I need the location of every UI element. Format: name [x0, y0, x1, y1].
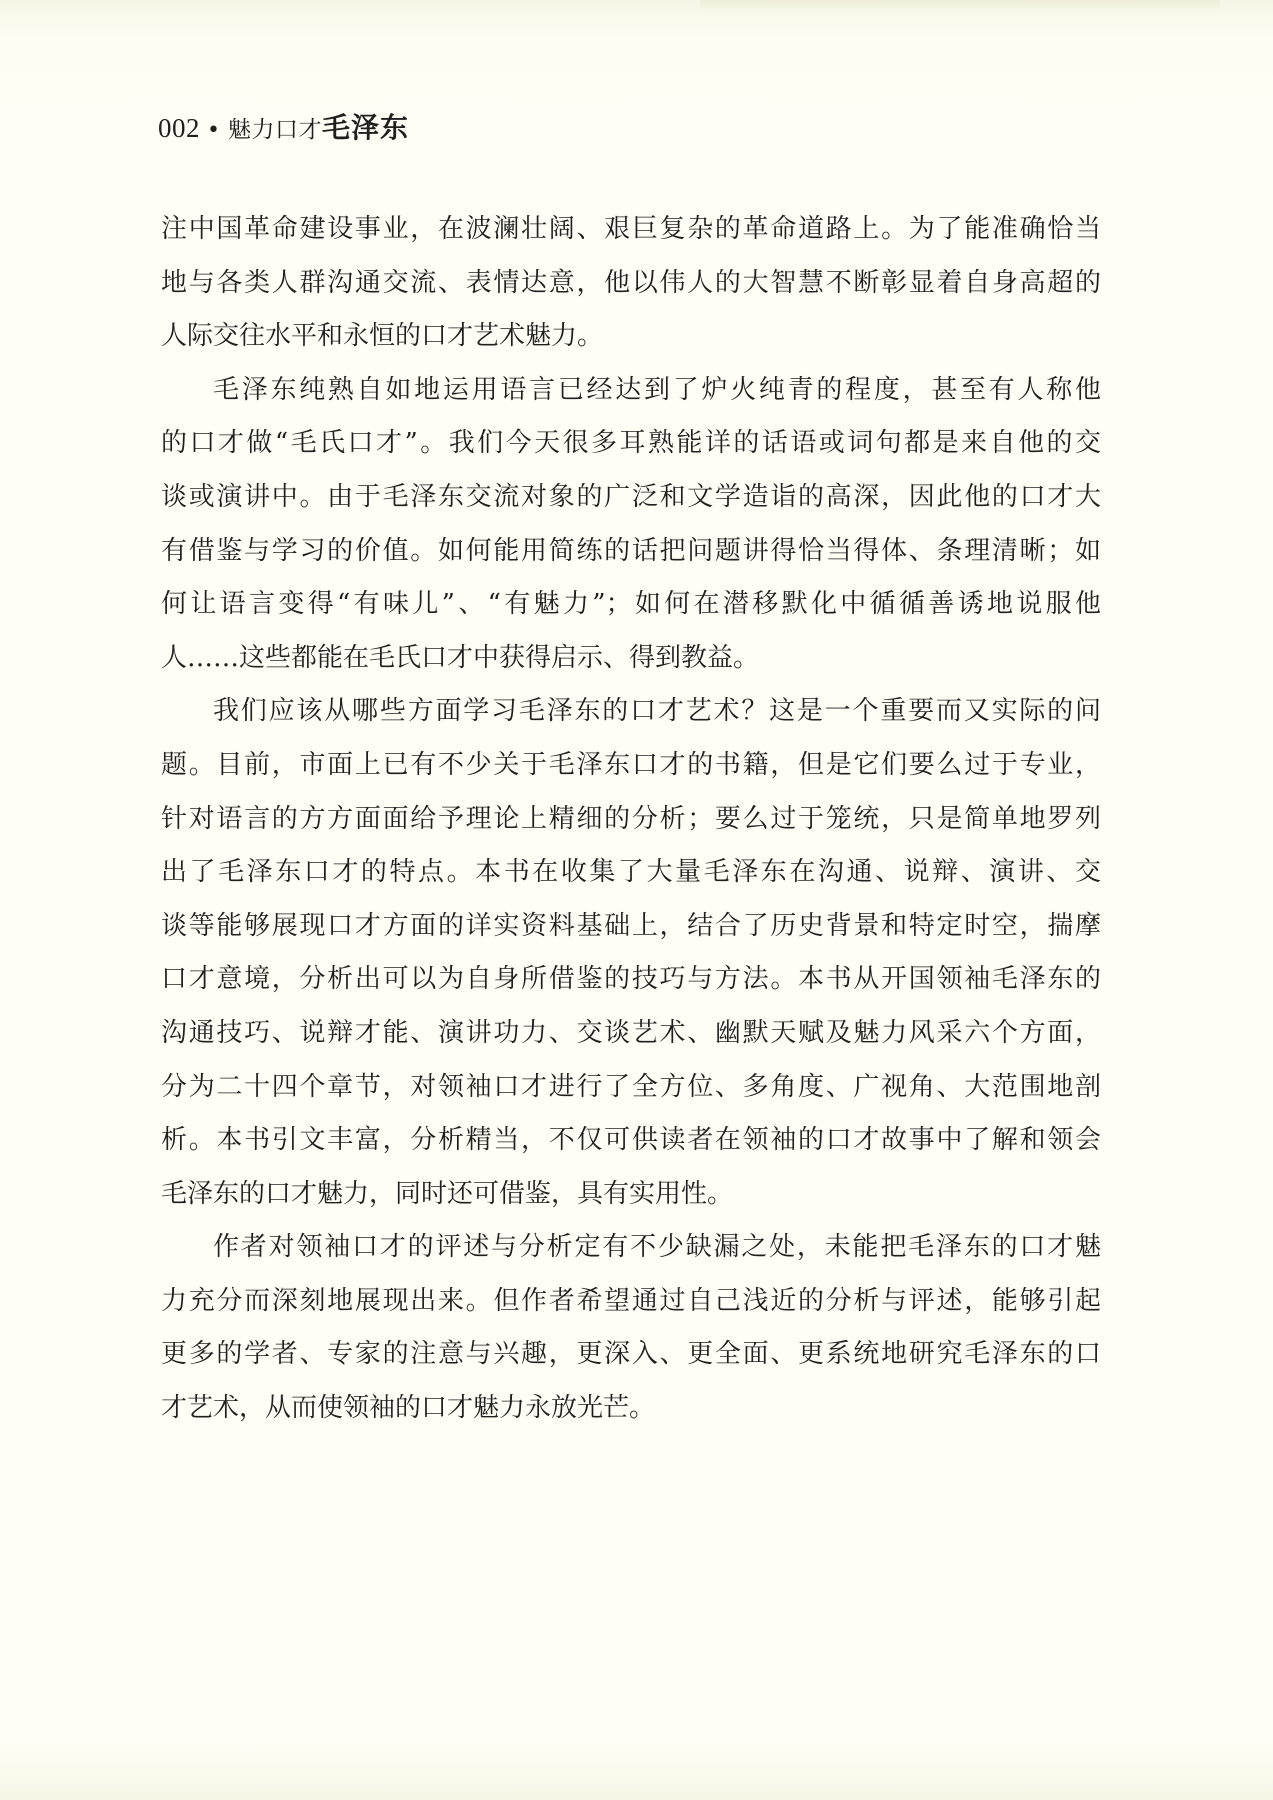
text-line: 毛泽东的口才魅力，同时还可借鉴，具有实用性。: [161, 1178, 734, 1209]
text-line: 才艺术，从而使领袖的口才魅力永放光芒。: [161, 1393, 656, 1424]
text-line: 分为二十四个章节，对领袖口才进行了全方位、多角度、广视角、大范围地剖: [161, 1071, 1101, 1102]
text-line: 谈等能够展现口才方面的详实资料基础上，结合了历史背景和特定时空，揣摩: [161, 910, 1101, 941]
text-line: 出了毛泽东口才的特点。本书在收集了大量毛泽东在沟通、说辩、演讲、交: [161, 857, 1101, 888]
text-line: 力充分而深刻地展现出来。但作者希望通过自己浅近的分析与评述，能够引起: [161, 1285, 1101, 1316]
text-line: 人际交往水平和永恒的口才艺术魅力。: [161, 321, 604, 352]
text-line: 题。目前，市面上已有不少关于毛泽东口才的书籍，但是它们要么过于专业，: [161, 749, 1101, 780]
text-line: 何让语言变得“有味儿”、“有魅力”；如何在潜移默化中循循善诱地说服他: [161, 589, 1101, 620]
text-line: 注中国革命建设事业，在波澜壮阔、艰巨复杂的革命道路上。为了能准确恰当: [161, 214, 1101, 244]
paragraph-first-line: 毛泽东纯熟自如地运用语言已经达到了炉火纯青的程度，甚至有人称他: [213, 374, 1101, 405]
paragraph-first-line: 我们应该从哪些方面学习毛泽东的口才艺术？这是一个重要而又实际的问: [213, 696, 1101, 727]
text-line: 的口才做“毛氏口才”。我们今天很多耳熟能详的话语或词句都是来自他的交: [161, 428, 1101, 459]
text-line: 更多的学者、专家的注意与兴趣，更深入、更全面、更系统地研究毛泽东的口: [161, 1339, 1101, 1370]
header-separator: •: [207, 118, 220, 143]
page-number: 002: [158, 113, 200, 143]
text-line: 谈或演讲中。由于毛泽东交流对象的广泛和文学造诣的高深，因此他的口才大: [161, 481, 1101, 512]
text-line: 有借鉴与学习的价值。如何能用简练的话把问题讲得恰当得体、条理清晰；如: [161, 535, 1101, 566]
text-line: 人……这些都能在毛氏口才中获得启示、得到教益。: [161, 642, 760, 673]
header-book-title: 毛泽东: [321, 111, 409, 144]
text-line: 析。本书引文丰富，分析精当，不仅可供读者在领袖的口才故事中了解和领会: [161, 1125, 1101, 1156]
text-line: 地与各类人群沟通交流、表情达意，他以伟人的大智慧不断彰显着自身高超的: [161, 267, 1101, 298]
body-text: [161, 203, 1101, 1436]
paragraph-first-line: 作者对领袖口才的评述与分析定有不少缺漏之处，未能把毛泽东的口才魅: [213, 1232, 1101, 1263]
header-series-name: 魅力口才: [227, 117, 322, 143]
running-header: [158, 106, 409, 146]
text-line: 口才意境，分析出可以为自身所借鉴的技巧与方法。本书从开国领袖毛泽东的: [161, 964, 1101, 995]
page-edge-shadow: [700, 0, 1220, 10]
text-line: 针对语言的方方面面给予理论上精细的分析；要么过于笼统，只是简单地罗列: [161, 803, 1101, 834]
text-line: 沟通技巧、说辩才能、演讲功力、交谈艺术、幽默天赋及魅力风采六个方面，: [161, 1017, 1101, 1048]
